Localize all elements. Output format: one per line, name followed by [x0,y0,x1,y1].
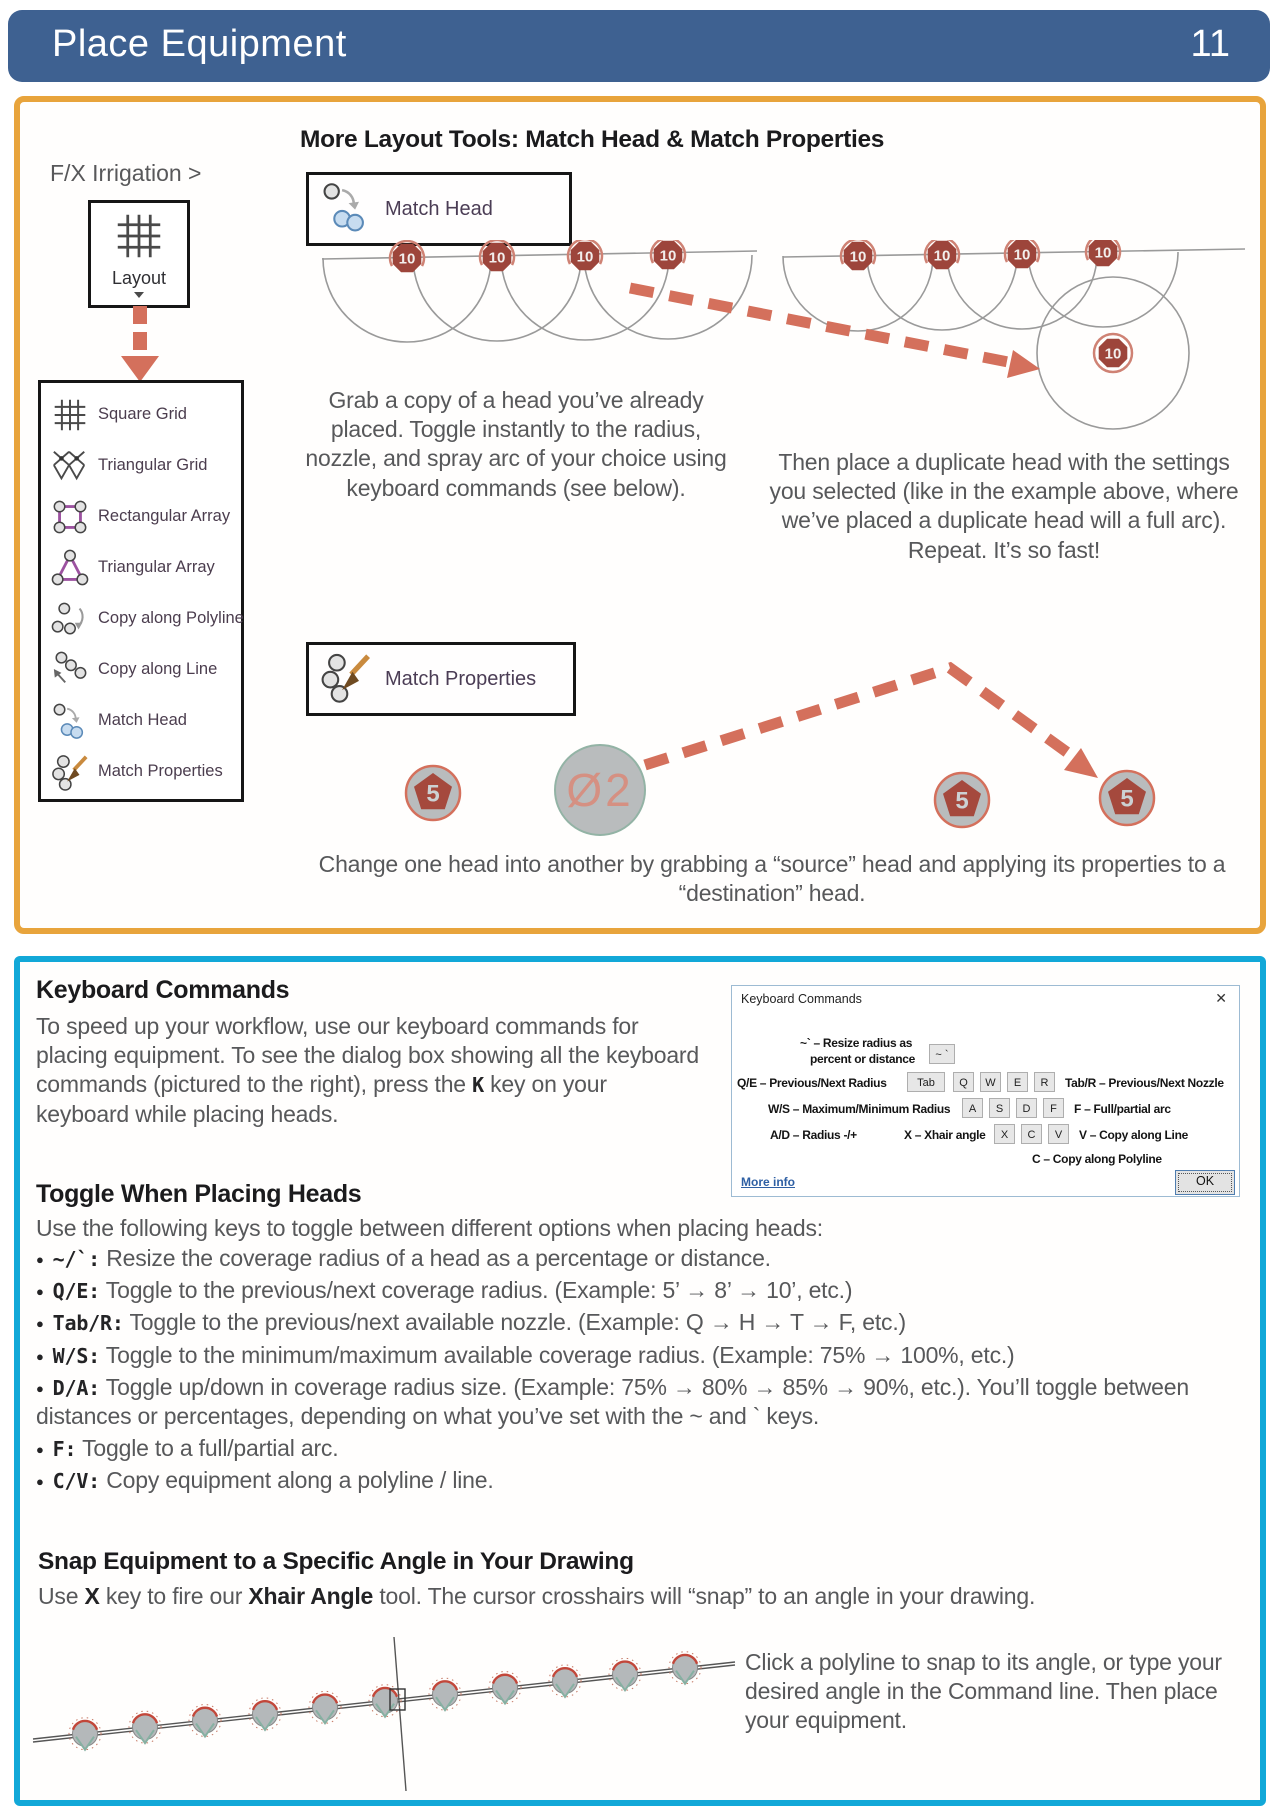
svg-text:10: 10 [659,247,677,265]
layout-flyout-menu [38,380,244,802]
more-info-link[interactable]: More info [741,1175,795,1189]
x-key-label: X [84,1583,100,1609]
svg-text:5: 5 [955,787,969,815]
page-header [8,10,1270,82]
source-head-symbol [406,766,460,820]
triangular-array-icon [49,547,91,589]
d-keycap: D [1016,1098,1037,1118]
menu-item-rectangular-array[interactable]: Rectangular Array [41,491,241,542]
copy-along-line-icon [49,649,91,691]
tabr-description: Tab/R – Previous/Next Nozzle [1065,1076,1224,1090]
ad-description: A/D – Radius -/+ [770,1128,857,1142]
head-row [69,1652,701,1750]
menu-item-copy-along-polyline[interactable]: Copy along Polyline [41,593,241,644]
layout-button[interactable] [88,200,190,308]
bullet-da: ● D/A: Toggle up/down in coverage radius size. (Example: 75% → 80% → 85% → 90%, etc.). You’ll toggle between distances or percentages, depending on what you’ve set with the ~ and ` keys. [36,1373,1248,1431]
xhair-angle-figure [28,1635,740,1795]
svg-text:10: 10 [849,248,867,266]
crosshair-line [394,1637,406,1791]
svg-text:10: 10 [933,247,951,265]
layout-button-label: Layout [111,267,167,288]
svg-text:10: 10 [576,248,594,266]
toggle-heading: Toggle When Placing Heads [36,1180,362,1208]
sprinkler-head-symbols [390,240,1132,372]
toggle-intro: Use the following keys to toggle between different options when placing heads: [36,1215,823,1241]
x-keycap: X [994,1124,1015,1144]
match-head-button-label: Match Head [385,197,493,220]
a-keycap: A [962,1098,983,1118]
match-head-icon [49,700,91,742]
q-keycap: Q [953,1072,974,1092]
match-properties-icon [49,751,91,793]
match-head-button[interactable] [306,172,572,246]
x-description: X – Xhair angle [904,1128,986,1142]
svg-text:10: 10 [1104,345,1122,363]
rectangular-array-icon [49,496,91,538]
keyboard-commands-dialog: Keyboard Commands ✕ ~` – Resize radius as percent or distance ~ ` Q/E – Previous/Next Radius Tab Q W E R Tab/R – Previous/Next Nozzle W/S – Maximum/Minimum Radius A S D F F – Full/partial arc A/D – Radius -/+ X – Xhair angle X C V V – Copy along Line C – Copy along Polyline More info OK [731,985,1240,1197]
e-keycap: E [1007,1072,1028,1092]
match-properties-figure [300,650,1250,845]
copy-along-polyline-icon [49,598,91,640]
v-description: V – Copy along Line [1079,1128,1188,1142]
c-description: C – Copy along Polyline [1032,1152,1162,1166]
bullet-tabr: ● Tab/R: Toggle to the previous/next available nozzle. (Example: Q → H → T → F, etc.) [36,1308,1248,1337]
head-symbol [1100,771,1154,825]
svg-text:5: 5 [1120,785,1134,813]
match-properties-button-label: Match Properties [385,667,537,690]
page-title: Place Equipment [52,23,347,65]
match-head-caption: Grab a copy of a head you’ve already placed. Toggle instantly to the radius, nozzle, and spray arc of your choice using keyboard commands (see below). [305,387,727,501]
menu-item-triangular-array[interactable]: Triangular Array [41,542,241,593]
f-description: F – Full/partial arc [1074,1102,1171,1116]
s-keycap: S [989,1098,1010,1118]
bullet-qe: ● Q/E: Toggle to the previous/next coverage radius. (Example: 5’ → 8’ → 10’, etc.) [36,1276,1248,1305]
bullet-f: ● F: Toggle to a full/partial arc. [36,1434,1248,1463]
square-grid-icon [49,394,91,436]
dashed-arrow-down [120,306,160,382]
svg-text:10: 10 [1094,244,1112,262]
menu-item-copy-along-line[interactable]: Copy along Line [41,644,241,695]
v-keycap: V [1048,1124,1069,1144]
menu-item-match-properties[interactable]: Match Properties [41,746,241,797]
w-keycap: W [980,1072,1001,1092]
tab-keycap: Tab [907,1072,945,1092]
dashed-arrow [630,288,1008,362]
destination-head-symbol [555,745,645,835]
svg-text:10: 10 [1013,246,1031,264]
bullet-ws: ● W/S: Toggle to the minimum/maximum available coverage radius. (Example: 75% → 100%, etc.) [36,1341,1248,1370]
page-number: 11 [1190,23,1230,65]
snap-caption: Click a polyline to snap to its angle, or type your desired angle in the Command line. Then place your equipment. [745,1649,1222,1734]
chevron-down-icon [134,292,144,298]
keyboard-commands-paragraph: To speed up your workflow, use our keyboard commands for placing equipment. To see the dialog box showing all the keyboard commands (pictured to the right), press the K key on your keyboard while placing heads. [36,1013,699,1127]
tilde-keycap: ~ ` [929,1044,955,1064]
close-icon[interactable]: ✕ [1215,990,1227,1006]
duplicate-head-caption: Then place a duplicate head with the settings you selected (like in the example above, where we’ve placed a duplicate head will a full arc). Repeat. It’s so fast! [769,449,1239,563]
svg-text:10: 10 [398,250,416,268]
c-keycap: C [1021,1124,1042,1144]
svg-text:Ø2: Ø2 [566,764,634,816]
triangular-grid-icon [49,445,91,487]
bullet-tilde: ● ~/`: Resize the coverage radius of a head as a percentage or distance. [36,1244,1248,1273]
toggle-bullet-list [36,1244,1248,1499]
menu-path-label: F/X Irrigation > [50,160,202,186]
svg-text:10: 10 [488,249,506,267]
menu-item-match-head[interactable]: Match Head [41,695,241,746]
match-properties-caption: Change one head into another by grabbing a “source” head and applying its properties to a “destination” head. [318,851,1226,907]
keyboard-commands-heading: Keyboard Commands [36,976,290,1004]
dialog-title: Keyboard Commands [741,992,862,1006]
bullet-cv: ● C/V: Copy equipment along a polyline / line. [36,1466,1248,1495]
r-keycap: R [1034,1072,1055,1092]
xhair-angle-label: Xhair Angle [248,1583,374,1609]
menu-item-triangular-grid[interactable]: Triangular Grid [41,440,241,491]
match-head-icon [319,181,373,238]
grid-icon [114,211,164,266]
tilde-description: ~` – Resize radius as [800,1036,913,1050]
svg-text:5: 5 [426,780,440,808]
ok-button[interactable]: OK [1175,1170,1235,1195]
ws-description: W/S – Maximum/Minimum Radius [768,1102,951,1116]
snap-paragraph: Use X key to fire our Xhair Angle tool. The cursor crosshairs will “snap” to an angle in your drawing. [38,1583,1036,1609]
menu-item-square-grid[interactable]: Square Grid [41,389,241,440]
k-key-label: K [472,1073,484,1098]
dashed-arrow [645,668,1075,765]
qe-description: Q/E – Previous/Next Radius [737,1076,887,1090]
f-keycap: F [1043,1098,1064,1118]
head-symbol [935,773,989,827]
snap-heading: Snap Equipment to a Specific Angle in Your Drawing [38,1548,634,1575]
section-heading: More Layout Tools: Match Head & Match Properties [300,126,885,153]
